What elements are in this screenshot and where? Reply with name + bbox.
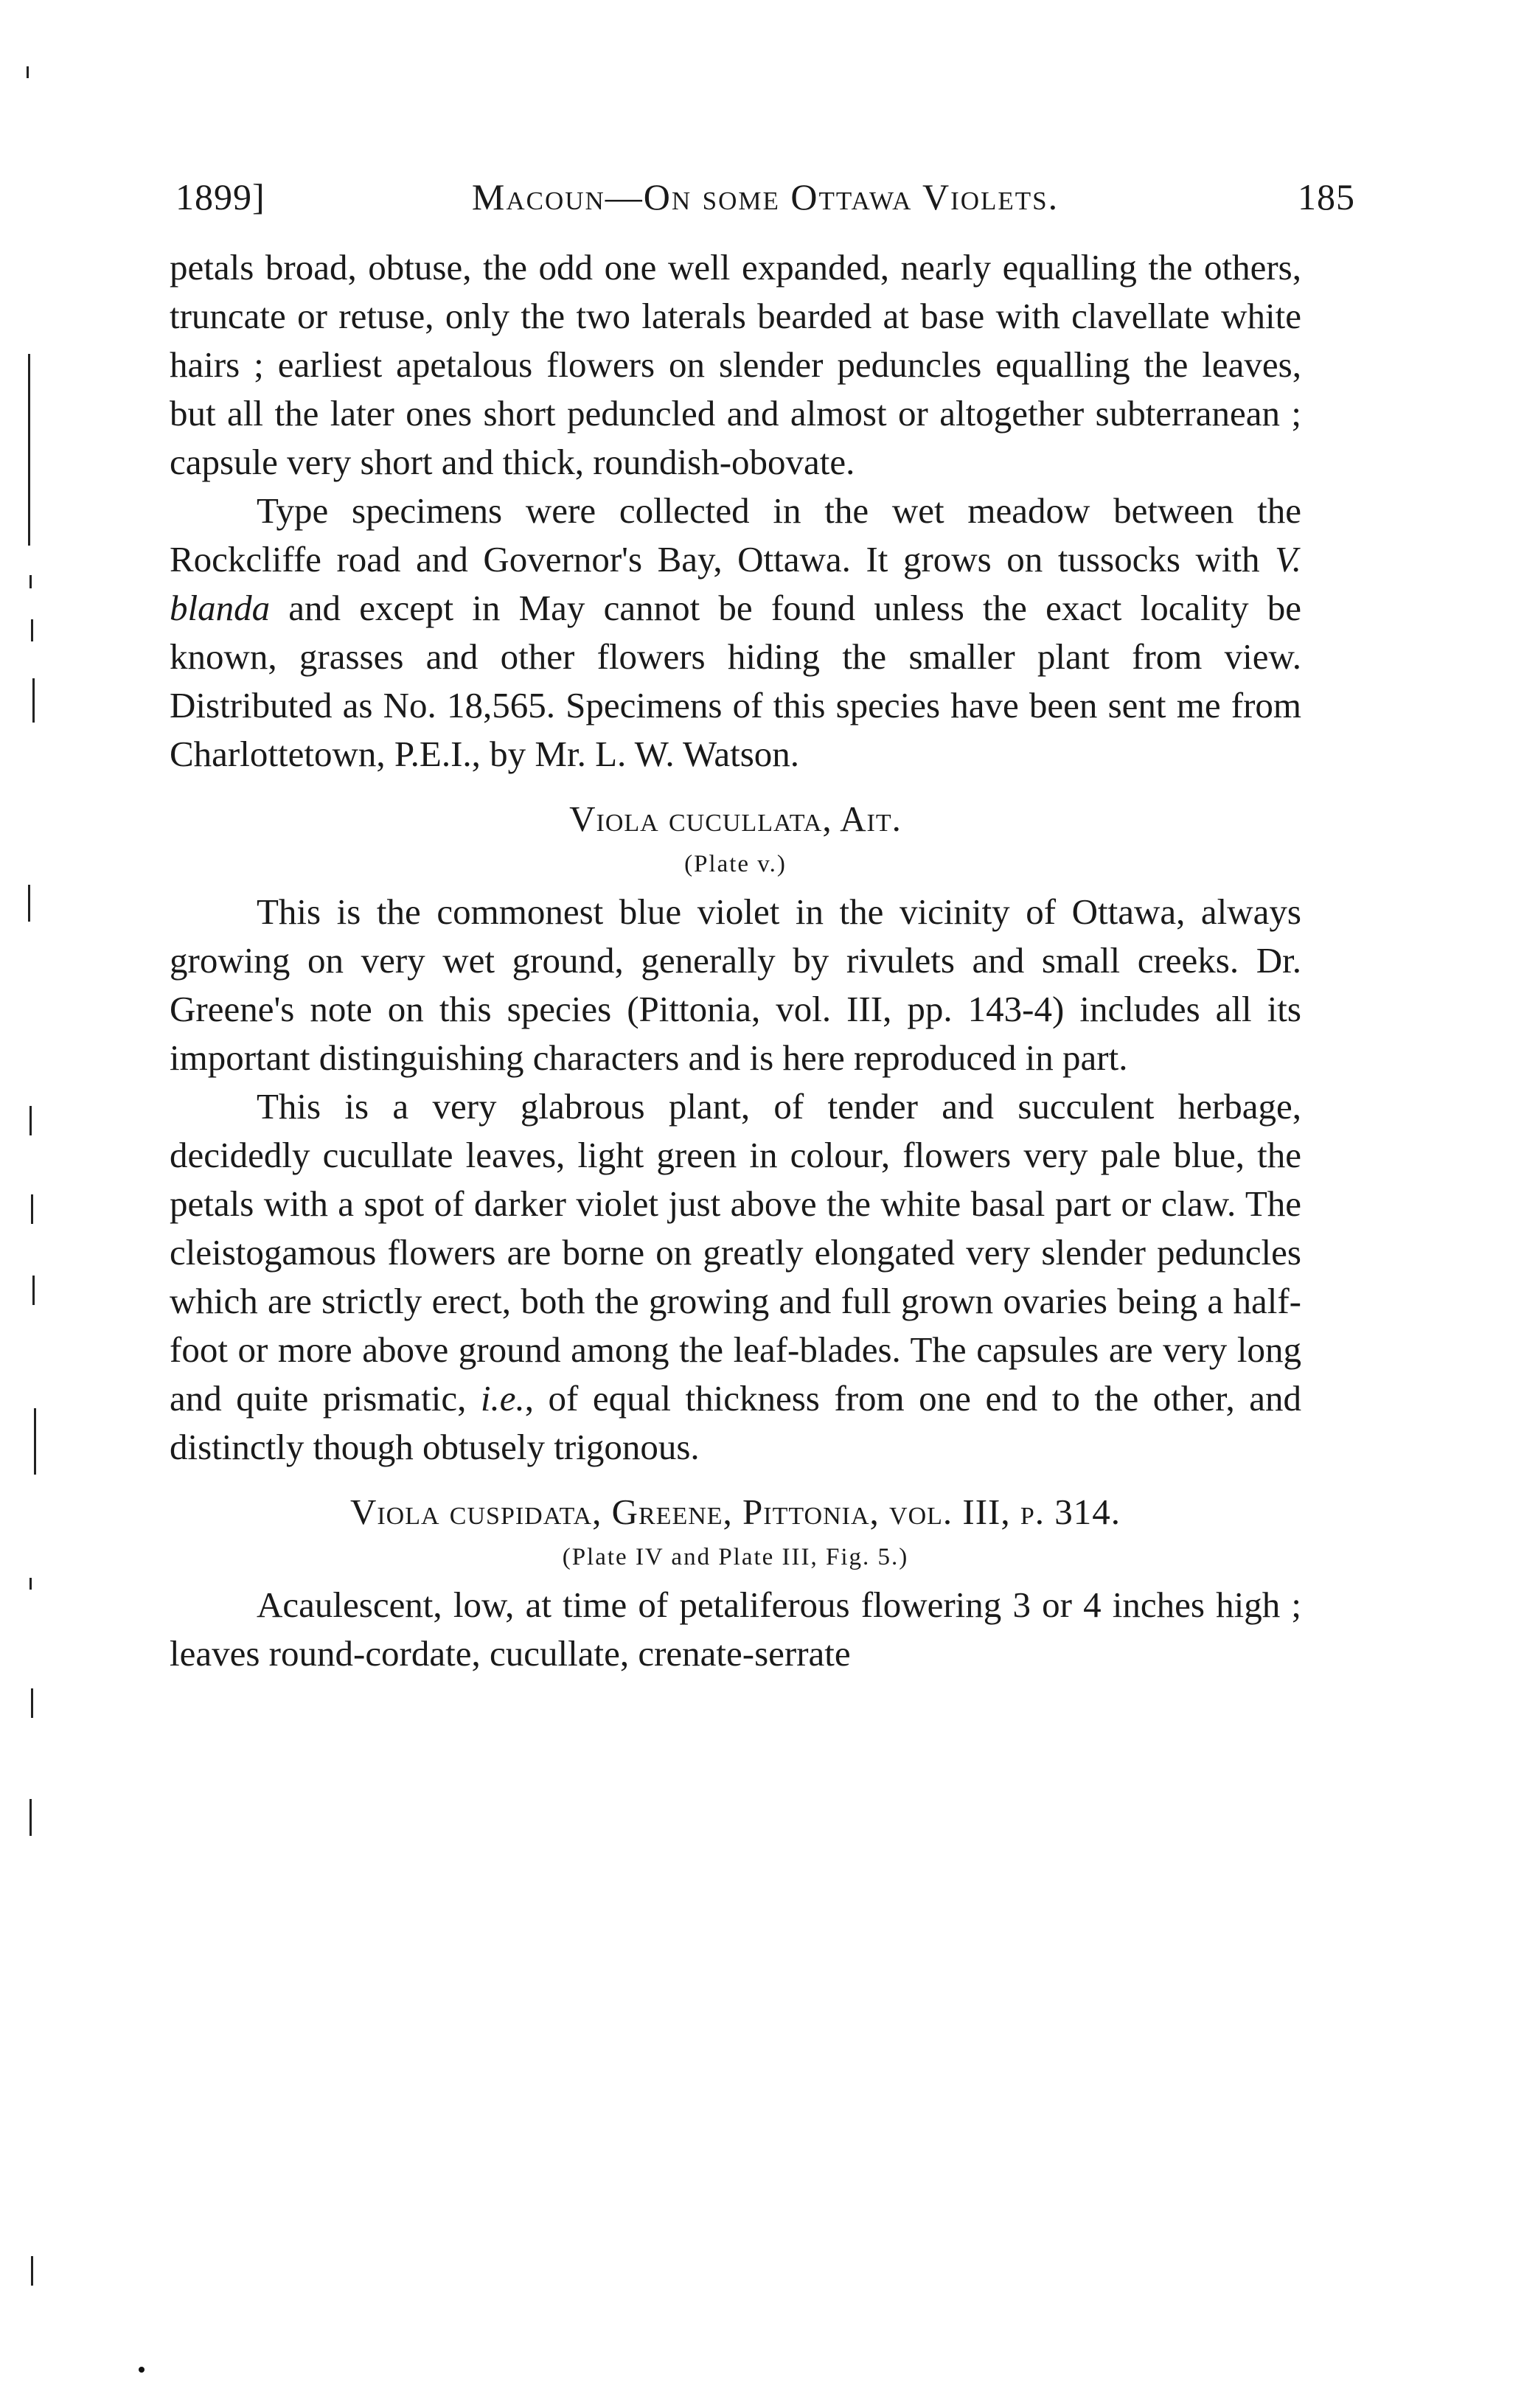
paragraph-2 — [170, 487, 1301, 779]
paragraph-2-italic: V. blanda — [170, 539, 1301, 628]
paragraph-4-italic: i.e. — [480, 1378, 525, 1419]
paragraph-1: petals broad, obtuse, the odd one well expanded, nearly equalling the others, truncate or retuse, only the two laterals bearded at base with clavellate white hairs ; earliest apetalous flowers on slender peduncles equalling the leaves, but all the later ones short peduncled and almost or altogether subterranean ; capsule very short and thick, roundish-obovate. — [170, 247, 1301, 482]
paragraph-4-text-a: This is a very glabrous plant, of tender and succulent herbage, decidedly cucullate leaves, light green in colour, flowers very pale blue, the petals with a spot of darker violet just above the white basal part or claw. The cleistogamous flowers are borne on greatly elongated very slender peduncles which are strictly erect, both the growing and full grown ovaries being a half-foot or more above ground among the leaf-blades. The capsules are very long and quite prismatic, — [170, 1086, 1301, 1419]
paragraph-5: Acaulescent, low, at time of petaliferous flowering 3 or 4 inches high ; leaves round-cordate, cucullate, crenate-serrate — [170, 1584, 1301, 1674]
page-number: 185 — [1298, 176, 1355, 218]
species-heading-cuspidata: Viola cuspidata, Greene, Pittonia, vol. III, p. 314. — [349, 1492, 1121, 1532]
paragraph-3: This is the commonest blue violet in the vicinity of Ottawa, always growing on very wet ground, generally by rivulets and small creeks. Dr. Greene's note on this species (Pittonia, vol. III, pp. 143-4) includes all its important distinguishing characters and is here reproduced in part. — [170, 891, 1301, 1078]
species-heading-cucullata: Viola cucullata, Ait. — [569, 798, 902, 839]
paragraph-4-text-b: , of equal thickness from one end to the other, and distinctly though obtusely trigonous. — [170, 1378, 1301, 1467]
paragraph-4 — [170, 1082, 1301, 1472]
plate-reference-2: (Plate IV and Plate III, Fig. 5.) — [562, 1544, 909, 1570]
header-title: Macoun—On some Ottawa Violets. — [471, 176, 1060, 218]
paragraph-2-text-b: and except in May cannot be found unless the exact locality be known, grasses and other flowers hiding the smaller plant from view. Distributed as No. 18,565. Specimens of this species have been sent me from Charlottetown, P.E.I., by Mr. L. W. Watson. — [170, 588, 1301, 774]
margin-scan-marks — [22, 59, 52, 2345]
page-body — [170, 243, 1301, 1678]
running-header — [175, 175, 1355, 227]
paragraph-2-text-a: Type specimens were collected in the wet meadow between the Rockcliffe road and Governor's Bay, Ottawa. It grows on tussocks with — [170, 490, 1301, 580]
header-year: 1899] — [175, 176, 265, 218]
plate-reference-1: (Plate v.) — [684, 851, 787, 877]
